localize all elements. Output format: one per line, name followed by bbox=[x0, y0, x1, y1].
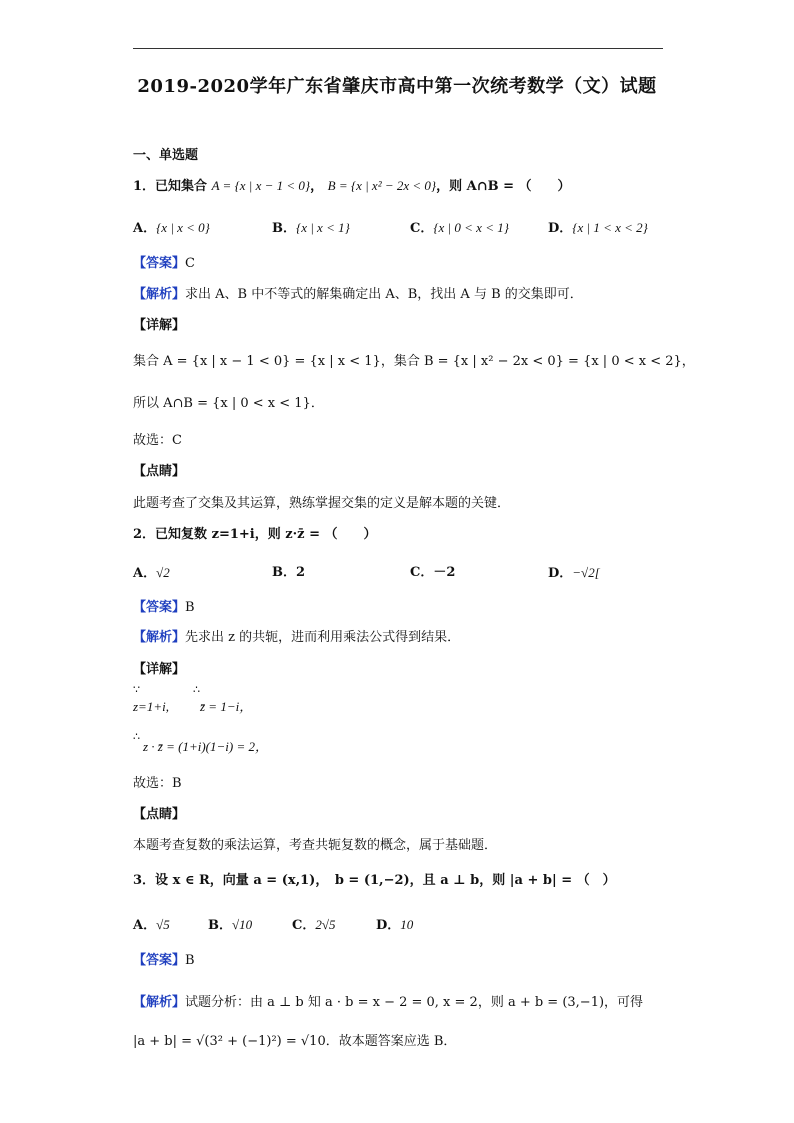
q2-analysis: 【解析】先求出 z 的共轭，进而利用乘法公式得到结果． bbox=[133, 630, 461, 645]
question-1-stem: 1．已知集合 A = {x | x − 1 < 0}， B = {x | x² − 2x < 0}，则 A∩B = （ ） bbox=[133, 178, 571, 194]
q2-option-a[interactable]: A．√2 bbox=[133, 565, 170, 581]
q3-analysis-line-2: |a + b| = √(3² + (−1)²) = √10．故本题答案应选 B． bbox=[133, 1034, 457, 1049]
q1-option-d[interactable]: D．{x | 1 < x < 2} bbox=[548, 220, 648, 236]
q2-detail-z: z=1+i, bbox=[133, 699, 169, 714]
q3-option-b[interactable]: B．√10 bbox=[208, 917, 253, 933]
q3-option-c[interactable]: C．2√5 bbox=[292, 917, 336, 933]
q2-comment-heading: 【点睛】 bbox=[133, 807, 186, 822]
q1-detail-line-1: 集合 A = {x | x − 1 < 0} = {x | x < 1}，集合 B = {x | x² − 2x < 0} = {x | 0 < x < 2}， bbox=[133, 354, 695, 369]
q3-analysis-line-1: 【解析】试题分析：由 a ⊥ b 知 a · b = x − 2 = 0, x = 2，则 a + b = (3,−1)，可得 bbox=[133, 995, 644, 1010]
q1-option-a[interactable]: A．{x | x < 0} bbox=[133, 220, 210, 236]
set-a: A = {x | x − 1 < 0} bbox=[211, 178, 311, 193]
question-number: 1． bbox=[133, 179, 156, 194]
q2-detail-product: z · z̄ = (1+i)(1−i) = 2， bbox=[143, 739, 268, 754]
page-title: 2019-2020学年广东省肇庆市高中第一次统考数学（文）试题 bbox=[137, 76, 657, 97]
question-text: 已知集合 bbox=[155, 179, 208, 194]
therefore-symbol: ∴ bbox=[193, 683, 200, 696]
q2-answer: 【答案】B bbox=[133, 600, 195, 615]
q1-detail-heading: 【详解】 bbox=[133, 318, 186, 333]
question-2-stem: 2．已知复数 z=1+i，则 z·z̄ = （ ） bbox=[133, 527, 377, 542]
q1-comment-heading: 【点睛】 bbox=[133, 464, 186, 479]
q2-detail-conjugate: z̄ = 1−i， bbox=[200, 699, 253, 714]
q2-choose: 故选：B bbox=[133, 776, 182, 791]
q1-comment: 此题考查了交集及其运算，熟练掌握交集的定义是解本题的关键． bbox=[133, 496, 511, 511]
q1-analysis: 【解析】求出 A、B 中不等式的解集确定出 A、B，找出 A 与 B 的交集即可． bbox=[133, 287, 583, 302]
q3-option-a[interactable]: A．√5 bbox=[133, 917, 170, 933]
q1-option-b[interactable]: B．{x | x < 1} bbox=[272, 220, 350, 236]
q2-option-d[interactable]: D．−√2[ bbox=[548, 565, 600, 581]
q2-comment: 本题考查复数的乘法运算，考查共轭复数的概念，属于基础题． bbox=[133, 838, 498, 853]
header-rule bbox=[133, 48, 663, 49]
therefore-symbol-2: ∴ bbox=[133, 730, 140, 743]
q2-option-b[interactable]: B．2 bbox=[272, 565, 306, 580]
q1-choose: 故选：C bbox=[133, 433, 182, 448]
q1-detail-line-2: 所以 A∩B = {x | 0 < x < 1}． bbox=[133, 396, 324, 411]
q2-detail-heading: 【详解】 bbox=[133, 662, 186, 677]
section-heading: 一、单选题 bbox=[133, 148, 199, 163]
q3-answer: 【答案】B bbox=[133, 953, 195, 968]
question-tail: ，则 A∩B = （ ） bbox=[436, 179, 571, 194]
q2-option-c[interactable]: C．－2 bbox=[410, 565, 456, 580]
because-symbol: ∵ bbox=[133, 683, 140, 696]
q1-option-c[interactable]: C．{x | 0 < x < 1} bbox=[410, 220, 509, 236]
question-3-stem: 3．设 x ∈ R，向量 a = (x,1)， b = (1,−2)，且 a ⊥ b，则 |a + b| = （ ） bbox=[133, 873, 616, 888]
q1-answer: 【答案】C bbox=[133, 256, 195, 271]
set-b: B = {x | x² − 2x < 0} bbox=[327, 178, 437, 193]
q3-option-d[interactable]: D．10 bbox=[376, 917, 414, 933]
